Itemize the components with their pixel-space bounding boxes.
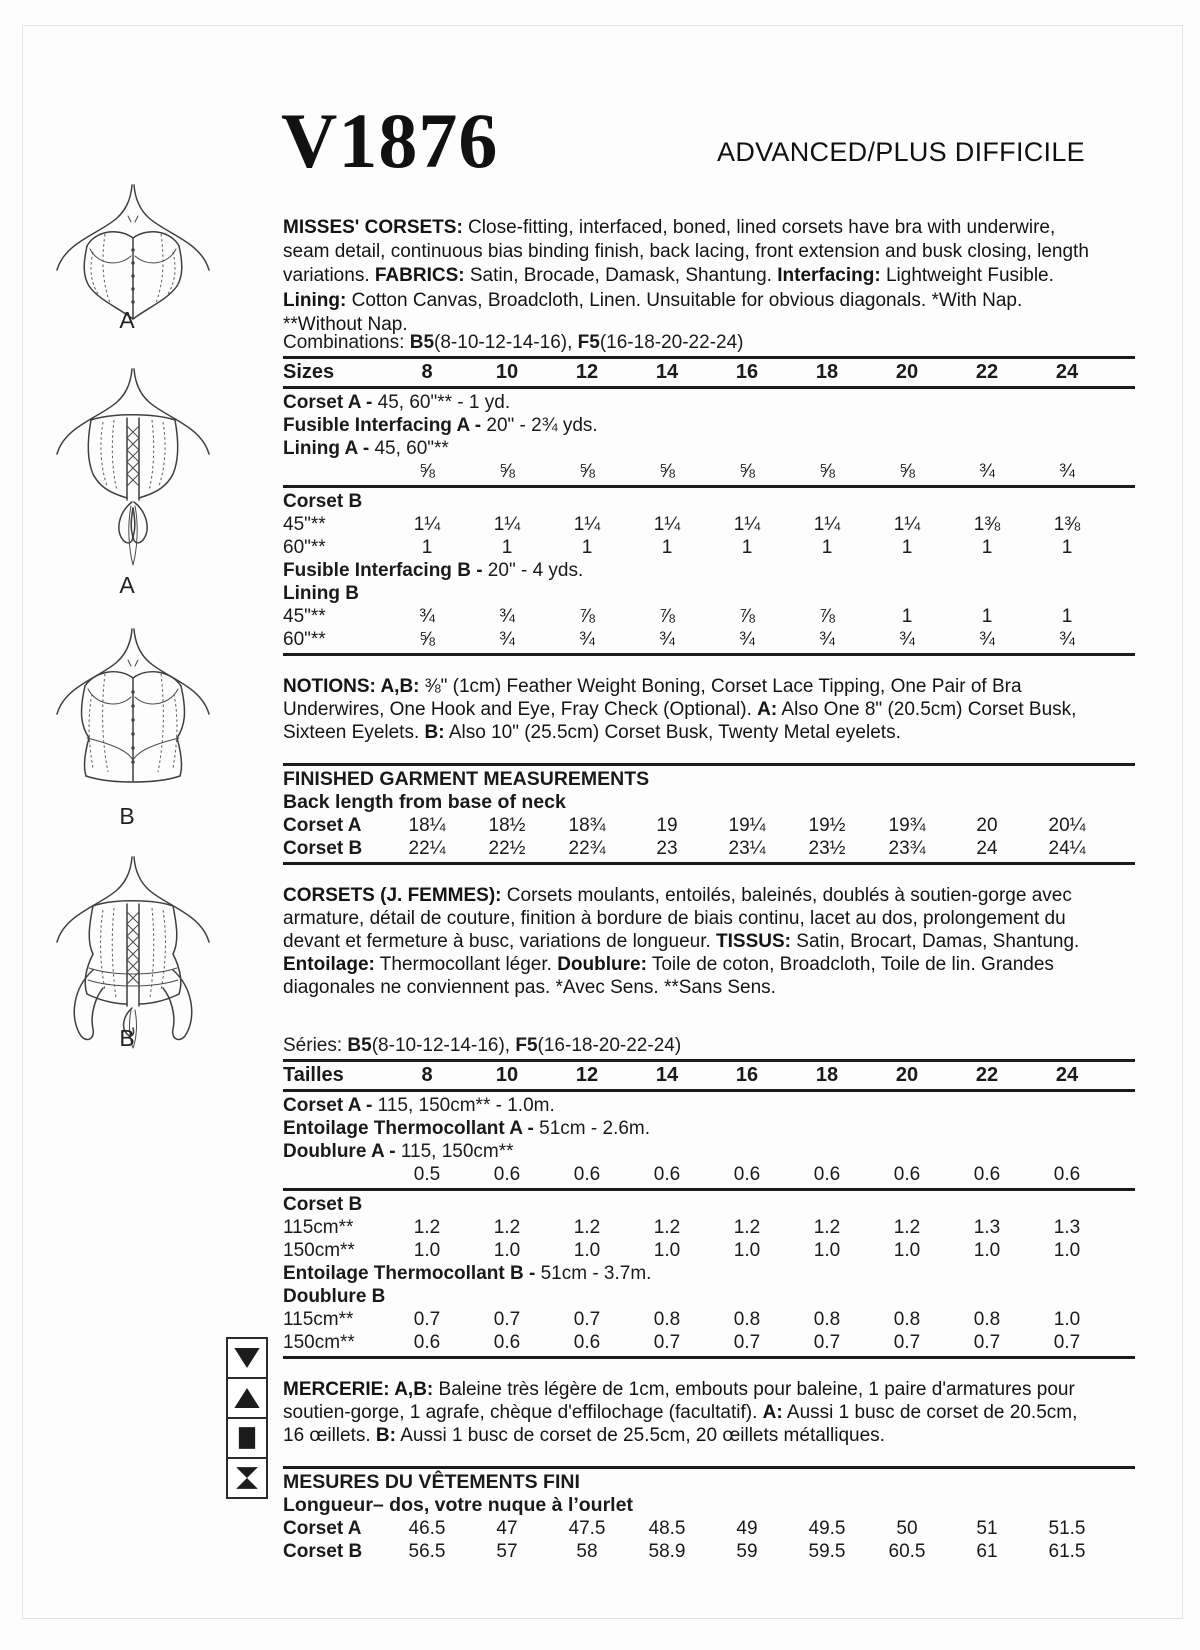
row-label <box>283 1163 387 1186</box>
size-column-header: 16 <box>735 361 759 383</box>
table-row <box>283 628 1135 651</box>
table-cell: 1.0 <box>413 1240 441 1261</box>
table-text-row: Doublure A - 115, 150cm** <box>283 1141 514 1162</box>
mesures-title: MESURES DU VÊTEMENTS FINI <box>283 1471 580 1493</box>
table-cell: ⅞ <box>659 606 675 627</box>
description-french: CORSETS (J. FEMMES): Corsets moulants, entoilés, baleinés, doublés à soutien-gorge avec armature, détail de couture, finition à bordure de biais continu, lacet au dos, prolongement du devant et fermeture à busc, variations de longueur. TISSUS: Satin, Brocart, Damas, Shantung. Entoilage: Thermocollant léger. Doublure: Toile de coton, Broadcloth, Toile de lin. Grandes diagonales ne conviennent pas. *Avec Sens. **Sans Sens. <box>283 885 1080 998</box>
table-cell: 18½ <box>488 815 526 836</box>
table-cell: 0.6 <box>813 1164 841 1185</box>
table-cell: 0.6 <box>973 1164 1001 1185</box>
table-text-row: Fusible Interfacing A - 20" - 2¾ yds. <box>283 415 598 436</box>
table-text-row: Lining B <box>283 583 359 604</box>
row-label: 60"** <box>283 629 326 650</box>
table-cell: 19 <box>656 815 678 836</box>
table-cell: ¾ <box>739 629 755 650</box>
table-cell: 51.5 <box>1048 1518 1086 1539</box>
table-cell: 0.7 <box>413 1309 441 1330</box>
table-cell: ¾ <box>659 629 675 650</box>
table-cell: ¾ <box>819 629 835 650</box>
table-cell: 0.5 <box>413 1164 441 1185</box>
triangle-up-icon <box>226 1377 268 1419</box>
table-cell: 1.0 <box>1053 1309 1081 1330</box>
figure-label-a-front: A <box>119 307 135 333</box>
size-column-header: 10 <box>495 361 519 383</box>
table-cell: ⅞ <box>819 606 835 627</box>
corset-a-back-illustration <box>43 358 223 573</box>
table-cell: 1¼ <box>493 514 521 535</box>
table-cell: ¾ <box>899 629 915 650</box>
table-cell: 18¼ <box>408 815 446 836</box>
table-cell: 0.8 <box>653 1309 681 1330</box>
table-cell: 1¼ <box>893 514 921 535</box>
table-cell: ¾ <box>579 629 595 650</box>
table-cell: 1 <box>901 537 913 558</box>
figure-label-a-back: A <box>119 572 135 598</box>
table-row <box>283 1517 1135 1540</box>
divider <box>283 1466 1135 1469</box>
table-cell: 1¼ <box>733 514 761 535</box>
table-cell: 23 <box>656 838 678 859</box>
notions-paragraph: NOTIONS: A,B: ⅜" (1cm) Feather Weight Boning, Corset Lace Tipping, One Pair of Bra Underwires, One Hook and Eye, Fray Check (Optional). A: Also One 8" (20.5cm) Corset Busk, Sixteen Eyelets. B: Also 10" (25.5cm) Corset Busk, Twenty Metal eyelets. <box>283 676 1077 743</box>
table-cell: 1 <box>821 537 833 558</box>
size-column-header: 22 <box>975 361 999 383</box>
size-column-header: 22 <box>975 1064 999 1086</box>
table-cell: 0.8 <box>813 1309 841 1330</box>
divider <box>283 356 1135 359</box>
divider <box>283 653 1135 656</box>
table-cell: 1.0 <box>733 1240 761 1261</box>
table-cell: 1.0 <box>813 1240 841 1261</box>
corset-b-front-illustration <box>43 620 223 805</box>
sizes-header-row <box>283 361 1135 384</box>
table-cell: 19¼ <box>728 815 766 836</box>
size-column-header: 14 <box>655 1064 679 1086</box>
divider <box>283 862 1135 865</box>
table-cell: 47 <box>496 1518 518 1539</box>
series-line: Séries: B5(8-10-12-14-16), F5(16-18-20-22-24) <box>283 1035 682 1056</box>
pattern-number: V1876 <box>281 97 499 184</box>
table-cell: 0.6 <box>733 1164 761 1185</box>
table-cell: 1.2 <box>653 1217 681 1238</box>
mercerie-paragraph: MERCERIE: A,B: Baleine très légère de 1cm, embouts pour baleine, 1 paire d'armatures pour soutien-gorge, 1 agrafe, chèque d'effilochage (facultatif). A: Aussi 1 busc de corset de 20.5cm, 16 œillets. B: Aussi 1 busc de corset de 25.5cm, 20 œillets métalliques. <box>283 1379 1078 1446</box>
figure-label-b-back: B <box>119 1025 135 1051</box>
table-row <box>283 605 1135 628</box>
table-cell: 0.6 <box>573 1332 601 1353</box>
pattern-symbol-strip <box>226 1339 268 1499</box>
size-column-header: 24 <box>1055 1064 1079 1086</box>
table-cell: 1.2 <box>493 1217 521 1238</box>
yardage-table-metric <box>283 1094 1135 1354</box>
size-column-header: 12 <box>575 1064 599 1086</box>
table-cell: 1.0 <box>653 1240 681 1261</box>
table-cell: 0.6 <box>493 1164 521 1185</box>
divider <box>283 763 1135 766</box>
size-column-header: 20 <box>895 1064 919 1086</box>
table-text-row: Corset B <box>283 491 363 512</box>
table-cell: ¾ <box>499 629 515 650</box>
table-cell: 1.2 <box>733 1217 761 1238</box>
size-column-header: 18 <box>815 1064 839 1086</box>
table-cell: 0.8 <box>733 1309 761 1330</box>
row-label: 60"** <box>283 537 326 558</box>
finished-measurements-subtitle: Back length from base of neck <box>283 791 566 813</box>
table-cell: 49 <box>736 1518 758 1539</box>
finished-measurements-table <box>283 814 1135 860</box>
table-cell: 47.5 <box>568 1518 606 1539</box>
divider <box>283 485 1135 488</box>
table-cell: 0.7 <box>813 1332 841 1353</box>
table-cell: 1.0 <box>893 1240 921 1261</box>
table-cell: ⅝ <box>499 461 515 482</box>
table-cell: 1 <box>741 537 753 558</box>
sizes-header-label: Sizes <box>283 361 335 383</box>
difficulty-level: ADVANCED/PLUS DIFFICILE <box>717 137 1085 167</box>
table-cell: 1.0 <box>1053 1240 1081 1261</box>
table-cell: 22¼ <box>408 838 446 859</box>
row-label <box>283 460 387 483</box>
table-cell: 0.7 <box>893 1332 921 1353</box>
size-column-header: 10 <box>495 1064 519 1086</box>
table-text-row: Entoilage Thermocollant A - 51cm - 2.6m. <box>283 1118 651 1139</box>
row-label: 150cm** <box>283 1240 355 1261</box>
table-cell: 23¼ <box>728 838 766 859</box>
table-cell: 1 <box>901 606 913 627</box>
tailles-header-row <box>283 1064 1135 1087</box>
table-row <box>283 460 1135 483</box>
hourglass-icon <box>226 1457 268 1499</box>
table-cell: 1.3 <box>1053 1217 1081 1238</box>
table-cell: 0.7 <box>493 1309 521 1330</box>
size-column-header: 12 <box>575 361 599 383</box>
table-cell: 0.6 <box>1053 1164 1081 1185</box>
table-cell: ¾ <box>1059 461 1075 482</box>
table-cell: 1 <box>501 537 513 558</box>
row-label: 45"** <box>283 606 326 627</box>
table-cell: 49.5 <box>808 1518 846 1539</box>
table-row <box>283 1331 1135 1354</box>
divider <box>283 1059 1135 1062</box>
figure-label-b-front: B <box>119 803 135 829</box>
table-cell: 1 <box>1061 537 1073 558</box>
table-cell: 57 <box>496 1541 518 1562</box>
table-cell: 0.6 <box>653 1164 681 1185</box>
table-cell: 0.7 <box>1053 1332 1081 1353</box>
table-cell: 19½ <box>808 815 846 836</box>
divider <box>283 1188 1135 1191</box>
table-cell: 1 <box>1061 606 1073 627</box>
table-cell: 23½ <box>808 838 846 859</box>
table-cell: ¾ <box>979 629 995 650</box>
table-cell: 1⅜ <box>973 514 1001 535</box>
row-label: 115cm** <box>283 1217 354 1238</box>
table-cell: 1.0 <box>493 1240 521 1261</box>
table-cell: ⅝ <box>579 461 595 482</box>
table-cell: 20 <box>976 815 998 836</box>
table-cell: 1.0 <box>973 1240 1001 1261</box>
description-english: MISSES' CORSETS: Close-fitting, interfaced, boned, lined corsets have bra with underwire, seam detail, continuous bias binding finish, back lacing, front extension and busk closing, length variations. FABRICS: Satin, Brocade, Damask, Shantung. Interfacing: Lightweight Fusible. Lining: Cotton Canvas, Broadcloth, Linen. Unsuitable for obvious diagonals. *With Nap. **Without Nap. <box>283 217 1089 335</box>
table-cell: 1.2 <box>813 1217 841 1238</box>
table-cell: ⅝ <box>819 461 835 482</box>
row-label: Corset B <box>283 838 363 859</box>
table-cell: ⅝ <box>739 461 755 482</box>
size-column-header: 14 <box>655 361 679 383</box>
yardage-table-imperial <box>283 391 1135 651</box>
table-cell: 61.5 <box>1048 1541 1086 1562</box>
table-cell: ¾ <box>1059 629 1075 650</box>
spacer <box>283 1018 1135 1034</box>
table-cell: 23¾ <box>888 838 926 859</box>
table-cell: 1 <box>981 606 993 627</box>
yardage-content <box>283 331 1135 1563</box>
table-cell: 22¾ <box>568 838 606 859</box>
table-text-row: Fusible Interfacing B - 20" - 4 yds. <box>283 560 584 581</box>
table-cell: 19¾ <box>888 815 926 836</box>
table-row <box>283 837 1135 860</box>
table-cell: 24¼ <box>1048 838 1086 859</box>
table-cell: 0.7 <box>973 1332 1001 1353</box>
table-cell: 1 <box>661 537 673 558</box>
square-icon <box>226 1417 268 1459</box>
table-text-row: Corset A - 45, 60"** - 1 yd. <box>283 392 511 413</box>
table-row <box>283 1239 1135 1262</box>
table-cell: 24 <box>976 838 998 859</box>
table-cell: 1¼ <box>573 514 601 535</box>
table-cell: 1 <box>421 537 433 558</box>
table-cell: 46.5 <box>408 1518 446 1539</box>
corset-b-back-illustration <box>43 850 223 1050</box>
table-cell: 0.7 <box>573 1309 601 1330</box>
row-label: 115cm** <box>283 1309 354 1330</box>
row-label: Corset A <box>283 1518 362 1539</box>
mesures-table <box>283 1517 1135 1563</box>
finished-measurements-title: FINISHED GARMENT MEASUREMENTS <box>283 768 650 790</box>
table-cell: ⅝ <box>419 629 435 650</box>
table-cell: 0.7 <box>653 1332 681 1353</box>
divider <box>283 1356 1135 1359</box>
divider <box>283 386 1135 389</box>
table-cell: 0.8 <box>893 1309 921 1330</box>
corset-a-front-illustration <box>43 172 223 322</box>
table-row <box>283 1540 1135 1563</box>
table-cell: 56.5 <box>408 1541 446 1562</box>
table-cell: 48.5 <box>648 1518 686 1539</box>
table-cell: 51 <box>976 1518 998 1539</box>
table-cell: ⅞ <box>579 606 595 627</box>
table-row <box>283 536 1135 559</box>
triangle-down-icon <box>226 1337 268 1379</box>
table-row <box>283 1163 1135 1186</box>
table-text-row: Entoilage Thermocollant B - 51cm - 3.7m. <box>283 1263 652 1284</box>
table-cell: 1.2 <box>413 1217 441 1238</box>
table-cell: 1¼ <box>653 514 681 535</box>
table-cell: 18¾ <box>568 815 606 836</box>
size-column-header: 8 <box>421 361 433 383</box>
table-cell: 0.8 <box>973 1309 1001 1330</box>
mesures-subtitle: Longueur– dos, votre nuque à l’ourlet <box>283 1494 633 1516</box>
size-column-header: 8 <box>421 1064 433 1086</box>
table-cell: 1 <box>581 537 593 558</box>
table-cell: 59.5 <box>808 1541 846 1562</box>
table-cell: 50 <box>896 1518 918 1539</box>
table-text-row: Lining A - 45, 60"** <box>283 438 449 459</box>
table-row <box>283 814 1135 837</box>
tailles-header-label: Tailles <box>283 1064 344 1086</box>
table-cell: ⅝ <box>899 461 915 482</box>
table-row <box>283 1308 1135 1331</box>
table-cell: 1⅜ <box>1053 514 1081 535</box>
table-cell: 1.0 <box>573 1240 601 1261</box>
table-cell: 20¼ <box>1048 815 1086 836</box>
table-cell: ¾ <box>979 461 995 482</box>
table-cell: 1 <box>981 537 993 558</box>
table-cell: 58 <box>576 1541 598 1562</box>
table-cell: 0.6 <box>573 1164 601 1185</box>
table-cell: ¾ <box>499 606 515 627</box>
divider <box>283 1089 1135 1092</box>
table-cell: 0.6 <box>893 1164 921 1185</box>
table-cell: 1¼ <box>813 514 841 535</box>
row-label: Corset A <box>283 815 362 836</box>
table-cell: 0.6 <box>413 1332 441 1353</box>
size-column-header: 24 <box>1055 361 1079 383</box>
combinations-line: Combinations: B5(8-10-12-14-16), F5(16-18-20-22-24) <box>283 332 744 353</box>
table-text-row: Corset B <box>283 1194 363 1215</box>
size-column-header: 18 <box>815 361 839 383</box>
size-column-header: 16 <box>735 1064 759 1086</box>
table-row <box>283 513 1135 536</box>
table-cell: 60.5 <box>888 1541 926 1562</box>
table-row <box>283 1216 1135 1239</box>
table-cell: ⅝ <box>419 461 435 482</box>
table-cell: 1.3 <box>973 1217 1001 1238</box>
table-cell: 58.9 <box>648 1541 686 1562</box>
table-cell: 0.7 <box>733 1332 761 1353</box>
size-column-header: 20 <box>895 361 919 383</box>
row-label: 45"** <box>283 514 326 535</box>
table-text-row: Corset A - 115, 150cm** - 1.0m. <box>283 1095 555 1116</box>
row-label: Corset B <box>283 1541 363 1562</box>
table-cell: 0.6 <box>493 1332 521 1353</box>
table-text-row: Doublure B <box>283 1286 386 1307</box>
table-cell: ¾ <box>419 606 435 627</box>
table-cell: 61 <box>976 1541 998 1562</box>
table-cell: 1.2 <box>893 1217 921 1238</box>
table-cell: 59 <box>736 1541 758 1562</box>
table-cell: 1.2 <box>573 1217 601 1238</box>
row-label: 150cm** <box>283 1332 355 1353</box>
table-cell: 22½ <box>488 838 526 859</box>
table-cell: ⅝ <box>659 461 675 482</box>
table-cell: 1¼ <box>413 514 441 535</box>
table-cell: ⅞ <box>739 606 755 627</box>
